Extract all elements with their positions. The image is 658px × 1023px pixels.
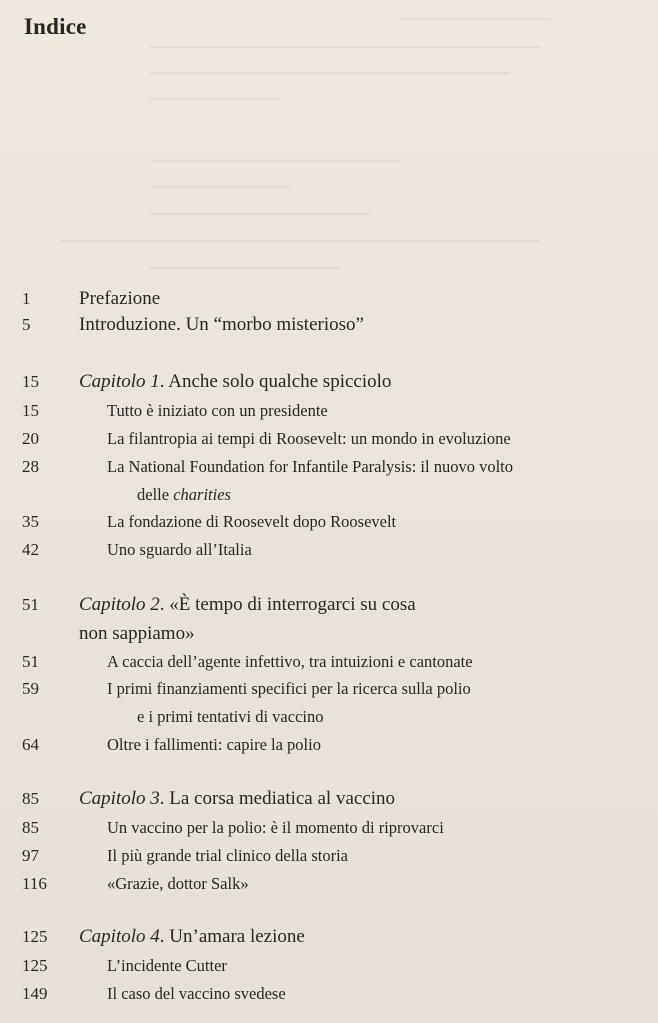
section-title: L’incidente Cutter (107, 956, 227, 975)
section-title: La National Foundation for Infantile Paralysis: il nuovo volto (107, 457, 514, 476)
chapter-title-continued: non sappiamo» (79, 623, 195, 644)
section-title: Un vaccino per la polio: è il momento di riprovarci (107, 818, 444, 837)
page-number: 15 (22, 401, 39, 420)
page-number: 1 (22, 289, 31, 308)
page-number: 116 (22, 874, 47, 893)
section-title: La filantropia ai tempi di Roosevelt: un mondo in evoluzione (107, 429, 511, 448)
entry-title: Introduzione. Un “morbo misterioso” (79, 314, 364, 335)
page-number: 85 (22, 818, 39, 837)
chapter-name: . La corsa mediatica al vaccino (159, 788, 396, 809)
section-title: Uno sguardo all’Italia (107, 540, 252, 559)
chapter-name: . «È tempo di interrogarci su cosa (159, 594, 416, 615)
page-number: 28 (22, 457, 39, 476)
page-number: 15 (22, 372, 39, 391)
chapter-label: Capitolo 1 (79, 371, 160, 392)
chapter-title (79, 593, 416, 617)
chapter-title (79, 787, 395, 811)
page-title: Indice (24, 14, 87, 39)
text-italic-part: charities (173, 485, 231, 504)
page-number: 42 (22, 540, 39, 559)
chapter-name: . Anche solo qualche spicciolo (159, 371, 392, 392)
page-number: 51 (22, 595, 39, 614)
page-number: 125 (22, 956, 48, 975)
section-title-continued (137, 483, 231, 507)
chapter-title (79, 925, 305, 949)
chapter-label: Capitolo 2 (79, 594, 160, 615)
page-number: 5 (22, 315, 31, 334)
section-title-continued: e i primi tentativi di vaccino (137, 707, 324, 726)
entry-title: Prefazione (79, 288, 161, 309)
text-part: delle (137, 485, 174, 504)
section-title: «Grazie, dottor Salk» (107, 874, 249, 893)
section-title: Oltre i fallimenti: capire la polio (107, 735, 321, 754)
chapter-name: . Un’amara lezione (159, 926, 305, 947)
page-number: 51 (22, 652, 39, 671)
page-number: 125 (22, 927, 48, 946)
section-title: Il caso del vaccino svedese (107, 984, 286, 1003)
section-title: Tutto è iniziato con un presidente (107, 401, 328, 420)
page-number: 20 (22, 429, 39, 448)
chapter-label: Capitolo 4 (79, 926, 160, 947)
section-title: La fondazione di Roosevelt dopo Roosevelt (107, 512, 397, 531)
page-number: 149 (22, 984, 48, 1003)
page-number: 64 (22, 735, 39, 754)
page-number: 59 (22, 679, 39, 698)
chapter-label: Capitolo 3 (79, 788, 160, 809)
section-title: Il più grande trial clinico della storia (107, 846, 348, 865)
page-number: 97 (22, 846, 39, 865)
section-title: I primi finanziamenti specifici per la ricerca sulla polio (107, 679, 471, 698)
section-title: A caccia dell’agente infettivo, tra intuizioni e cantonate (107, 652, 473, 671)
chapter-title (79, 370, 391, 394)
page-number: 85 (22, 789, 39, 808)
page-number: 35 (22, 512, 39, 531)
